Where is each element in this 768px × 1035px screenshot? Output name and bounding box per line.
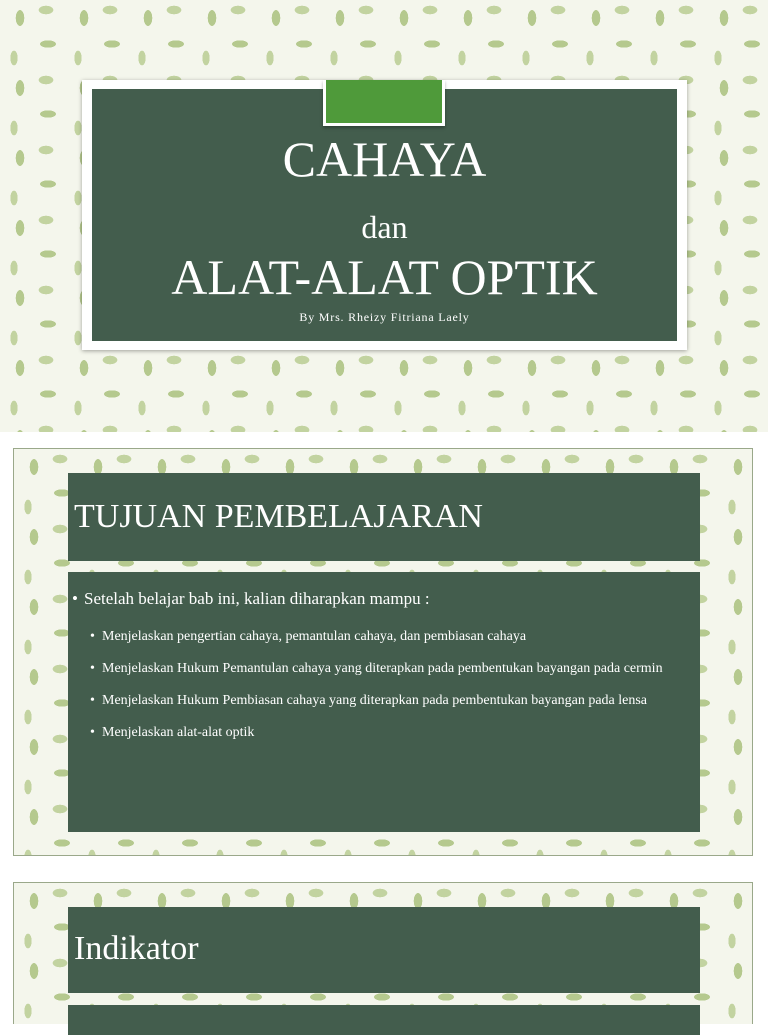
bullet-icon: • — [90, 629, 95, 644]
objectives-heading: TUJUAN PEMBELAJARAN — [74, 498, 483, 535]
title-slide — [0, 0, 768, 432]
objectives-intro — [72, 588, 430, 610]
objectives-list — [90, 622, 694, 750]
title-dan: dan — [361, 209, 408, 245]
title-alat-optik: ALAT-ALAT OPTIK — [171, 249, 598, 305]
objectives-content-box — [68, 572, 700, 832]
list-item — [90, 622, 694, 652]
list-item — [90, 686, 694, 716]
objectives-heading-box — [68, 473, 700, 561]
bullet-icon: • — [72, 589, 78, 608]
title-box — [92, 89, 677, 341]
list-item-text: Menjelaskan Hukum Pembiasan cahaya yang diterapkan pada pembentukan bayangan pada lensa — [102, 693, 648, 708]
indicator-heading-box — [68, 907, 700, 993]
bullet-icon: • — [90, 693, 95, 708]
objectives-slide — [13, 448, 753, 856]
title-cahaya: CAHAYA — [282, 131, 487, 187]
indicator-heading: Indikator — [74, 930, 199, 967]
objectives-intro-text: Setelah belajar bab ini, kalian diharapkan mampu : — [84, 589, 430, 608]
list-item-text: Menjelaskan pengertian cahaya, pemantulan cahaya, dan pembiasan cahaya — [102, 629, 527, 644]
indicator-content-box — [68, 1005, 700, 1035]
author-byline: By Mrs. Rheizy Fitriana Laely — [299, 310, 470, 324]
bullet-icon: • — [90, 661, 95, 676]
indicator-slide — [13, 882, 753, 1024]
list-item — [90, 654, 694, 684]
list-item-text: Menjelaskan Hukum Pemantulan cahaya yang diterapkan pada pembentukan bayangan pada cermin — [102, 661, 663, 676]
title-frame — [82, 80, 687, 350]
list-item — [90, 718, 694, 748]
green-tab-accent — [323, 80, 445, 126]
list-item-text: Menjelaskan alat-alat optik — [102, 725, 255, 740]
bullet-icon: • — [90, 725, 95, 740]
